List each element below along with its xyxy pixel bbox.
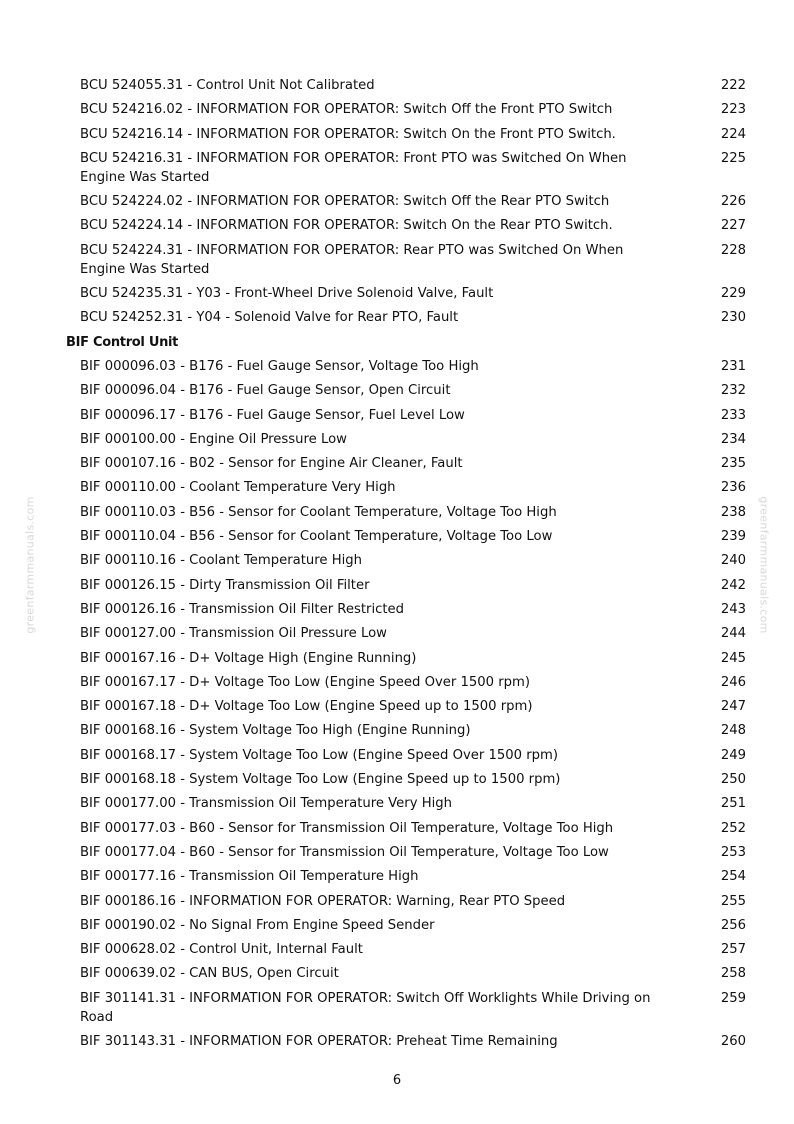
toc-entry-title: BIF 000168.17 - System Voltage Too Low (Engine Speed Over 1500 rpm): [80, 747, 559, 763]
toc-entry-title: BIF 000190.02 - No Signal From Engine Speed Sender: [80, 917, 435, 933]
toc-entry-page: 248: [720, 723, 746, 739]
toc-entry[interactable]: [66, 192, 746, 211]
toc-entry[interactable]: [66, 867, 746, 886]
toc-entry[interactable]: [66, 916, 746, 935]
toc-entry-page: 251: [720, 796, 746, 812]
toc-entry-title: BCU 524224.14 - INFORMATION FOR OPERATOR: Switch On the Rear PTO Switch.: [80, 218, 613, 234]
toc-entry-page: 244: [720, 626, 746, 642]
toc-entry-page: 243: [720, 601, 746, 617]
toc-entry[interactable]: [66, 600, 746, 619]
toc-entry-page: 233: [720, 407, 746, 423]
toc-entry-page: 254: [720, 869, 746, 885]
toc-entry-title: BCU 524216.31 - INFORMATION FOR OPERATOR: Front PTO was Switched On When Engine Was Started: [80, 150, 627, 185]
toc-entry-page: 250: [720, 772, 746, 788]
toc-entry-title: BCU 524252.31 - Y04 - Solenoid Valve for Rear PTO, Fault: [80, 310, 459, 326]
toc-entry-title: BIF 000177.16 - Transmission Oil Temperature High: [80, 869, 419, 885]
toc-entry-page: 222: [720, 78, 746, 93]
table-of-contents: [66, 76, 746, 1056]
toc-entry-page: 246: [720, 674, 746, 690]
toc-entry-title: BIF 000177.03 - B60 - Sensor for Transmission Oil Temperature, Voltage Too High: [80, 820, 614, 836]
toc-entry-title: BIF 000107.16 - B02 - Sensor for Engine Air Cleaner, Fault: [80, 456, 463, 472]
toc-entry-title: BIF 000167.17 - D+ Voltage Too Low (Engine Speed Over 1500 rpm): [80, 674, 531, 690]
toc-entry-page: 258: [720, 966, 746, 982]
watermark-right: greenfarmmanuals.com: [757, 496, 771, 634]
watermark-left: greenfarmmanuals.com: [23, 496, 37, 634]
toc-entry-title: BCU 524216.14 - INFORMATION FOR OPERATOR: Switch On the Front PTO Switch.: [80, 126, 616, 142]
toc-entry[interactable]: [66, 721, 746, 740]
toc-entry[interactable]: [66, 989, 746, 1027]
toc-entry[interactable]: [66, 100, 746, 119]
toc-entry-title: BIF 000628.02 - Control Unit, Internal Fault: [80, 942, 363, 958]
toc-entry-title: BIF 000126.16 - Transmission Oil Filter Restricted: [80, 601, 405, 617]
toc-entry[interactable]: [66, 241, 746, 279]
toc-entry[interactable]: [66, 430, 746, 449]
toc-entry[interactable]: [66, 551, 746, 570]
toc-entry-title: BIF 000168.18 - System Voltage Too Low (Engine Speed up to 1500 rpm): [80, 772, 561, 788]
toc-entry[interactable]: [66, 576, 746, 595]
toc-entry-title: BIF 000177.00 - Transmission Oil Temperature Very High: [80, 796, 453, 812]
toc-entry[interactable]: [66, 406, 746, 425]
toc-entry-page: 256: [720, 917, 746, 933]
toc-entry-title: BCU 524216.02 - INFORMATION FOR OPERATOR: Switch Off the Front PTO Switch: [80, 102, 613, 118]
toc-entry[interactable]: [66, 1032, 746, 1051]
toc-entry-page: 224: [720, 126, 746, 142]
toc-entry-page: 231: [720, 358, 746, 374]
toc-entry-title: BCU 524224.31 - INFORMATION FOR OPERATOR: Rear PTO was Switched On When Engine Was Started: [80, 242, 624, 277]
toc-entry[interactable]: [66, 649, 746, 668]
toc-entry[interactable]: [66, 76, 746, 95]
toc-entry-title: BIF 301141.31 - INFORMATION FOR OPERATOR: Switch Off Worklights While Driving on Road: [80, 990, 651, 1025]
toc-entry-page: 236: [720, 480, 746, 496]
toc-entry[interactable]: [66, 940, 746, 959]
toc-entry[interactable]: [66, 746, 746, 765]
toc-entry-page: 228: [720, 242, 746, 258]
toc-entry[interactable]: [66, 357, 746, 376]
toc-entry-title: BIF 000167.16 - D+ Voltage High (Engine Running): [80, 650, 417, 666]
toc-entry-page: 239: [720, 529, 746, 545]
toc-entry[interactable]: [66, 216, 746, 235]
toc-entry-page: 259: [720, 990, 746, 1006]
toc-entry[interactable]: [66, 478, 746, 497]
toc-entry-title: BIF 000110.03 - B56 - Sensor for Coolant Temperature, Voltage Too High: [80, 504, 557, 520]
toc-entry-title: BIF 000110.04 - B56 - Sensor for Coolant Temperature, Voltage Too Low: [80, 529, 553, 545]
toc-entry-title: BIF 000110.16 - Coolant Temperature High: [80, 553, 363, 569]
page-number: 6: [392, 1073, 402, 1088]
toc-entry-page: 234: [720, 431, 746, 447]
toc-entry-page: 235: [720, 456, 746, 472]
toc-entry-page: 242: [720, 577, 746, 593]
toc-entry-title: BIF 000096.17 - B176 - Fuel Gauge Sensor, Fuel Level Low: [80, 407, 465, 423]
toc-entry[interactable]: [66, 125, 746, 144]
toc-entry[interactable]: [66, 843, 746, 862]
toc-group-bif: [66, 357, 746, 1051]
toc-entry-page: 238: [720, 504, 746, 520]
toc-entry-page: 225: [720, 150, 746, 166]
toc-entry-title: BIF 000126.15 - Dirty Transmission Oil Filter: [80, 577, 370, 593]
toc-entry-title: BIF 000167.18 - D+ Voltage Too Low (Engine Speed up to 1500 rpm): [80, 699, 533, 715]
toc-entry[interactable]: [66, 964, 746, 983]
toc-entry-page: 226: [720, 194, 746, 210]
toc-entry[interactable]: [66, 624, 746, 643]
toc-entry-title: BIF 000127.00 - Transmission Oil Pressure Low: [80, 626, 387, 642]
toc-entry[interactable]: [66, 892, 746, 911]
toc-entry-title: BCU 524224.02 - INFORMATION FOR OPERATOR: Switch Off the Rear PTO Switch: [80, 194, 610, 210]
toc-entry-title: BIF 000096.03 - B176 - Fuel Gauge Sensor, Voltage Too High: [80, 358, 479, 374]
toc-entry[interactable]: [66, 794, 746, 813]
toc-entry-page: 227: [720, 218, 746, 234]
toc-entry-page: 255: [720, 893, 746, 909]
toc-entry-title: BIF 000100.00 - Engine Oil Pressure Low: [80, 431, 347, 447]
toc-entry-page: 230: [720, 310, 746, 326]
toc-entry-title: BIF 000639.02 - CAN BUS, Open Circuit: [80, 966, 339, 982]
toc-entry-title: BIF 000110.00 - Coolant Temperature Very High: [80, 480, 396, 496]
toc-entry[interactable]: [66, 673, 746, 692]
toc-entry-page: 232: [720, 383, 746, 399]
toc-entry-title: BIF 301143.31 - INFORMATION FOR OPERATOR: Preheat Time Remaining: [80, 1033, 558, 1049]
toc-entry[interactable]: [66, 454, 746, 473]
toc-entry-page: 240: [720, 553, 746, 569]
toc-entry[interactable]: [66, 819, 746, 838]
toc-entry[interactable]: [66, 503, 746, 522]
toc-entry-title: BIF 000096.04 - B176 - Fuel Gauge Sensor, Open Circuit: [80, 383, 451, 399]
toc-entry-page: 249: [720, 747, 746, 763]
toc-entry-title: BCU 524235.31 - Y03 - Front-Wheel Drive Solenoid Valve, Fault: [80, 286, 494, 302]
toc-entry-page: 257: [720, 942, 746, 958]
toc-section-title: BIF Control Unit: [66, 334, 179, 350]
toc-entry[interactable]: [66, 770, 746, 789]
toc-entry[interactable]: [66, 308, 746, 327]
toc-entry-title: BIF 000186.16 - INFORMATION FOR OPERATOR: Warning, Rear PTO Speed: [80, 893, 566, 909]
toc-entry-page: 247: [720, 699, 746, 715]
toc-entry-page: 229: [720, 286, 746, 302]
toc-entry-page: 253: [720, 844, 746, 860]
toc-group-bcu: [66, 76, 746, 327]
toc-entry-title: BIF 000177.04 - B60 - Sensor for Transmission Oil Temperature, Voltage Too Low: [80, 844, 609, 860]
toc-entry[interactable]: [66, 381, 746, 400]
toc-entry-title: BCU 524055.31 - Control Unit Not Calibrated: [80, 78, 375, 93]
toc-entry[interactable]: [66, 527, 746, 546]
toc-entry-page: 223: [720, 102, 746, 118]
toc-entry[interactable]: [66, 284, 746, 303]
toc-entry[interactable]: [66, 697, 746, 716]
toc-entry-page: 260: [720, 1033, 746, 1049]
toc-entry-page: 252: [720, 820, 746, 836]
toc-entry[interactable]: [66, 149, 746, 187]
toc-entry-title: BIF 000168.16 - System Voltage Too High (Engine Running): [80, 723, 471, 739]
toc-entry-page: 245: [720, 650, 746, 666]
